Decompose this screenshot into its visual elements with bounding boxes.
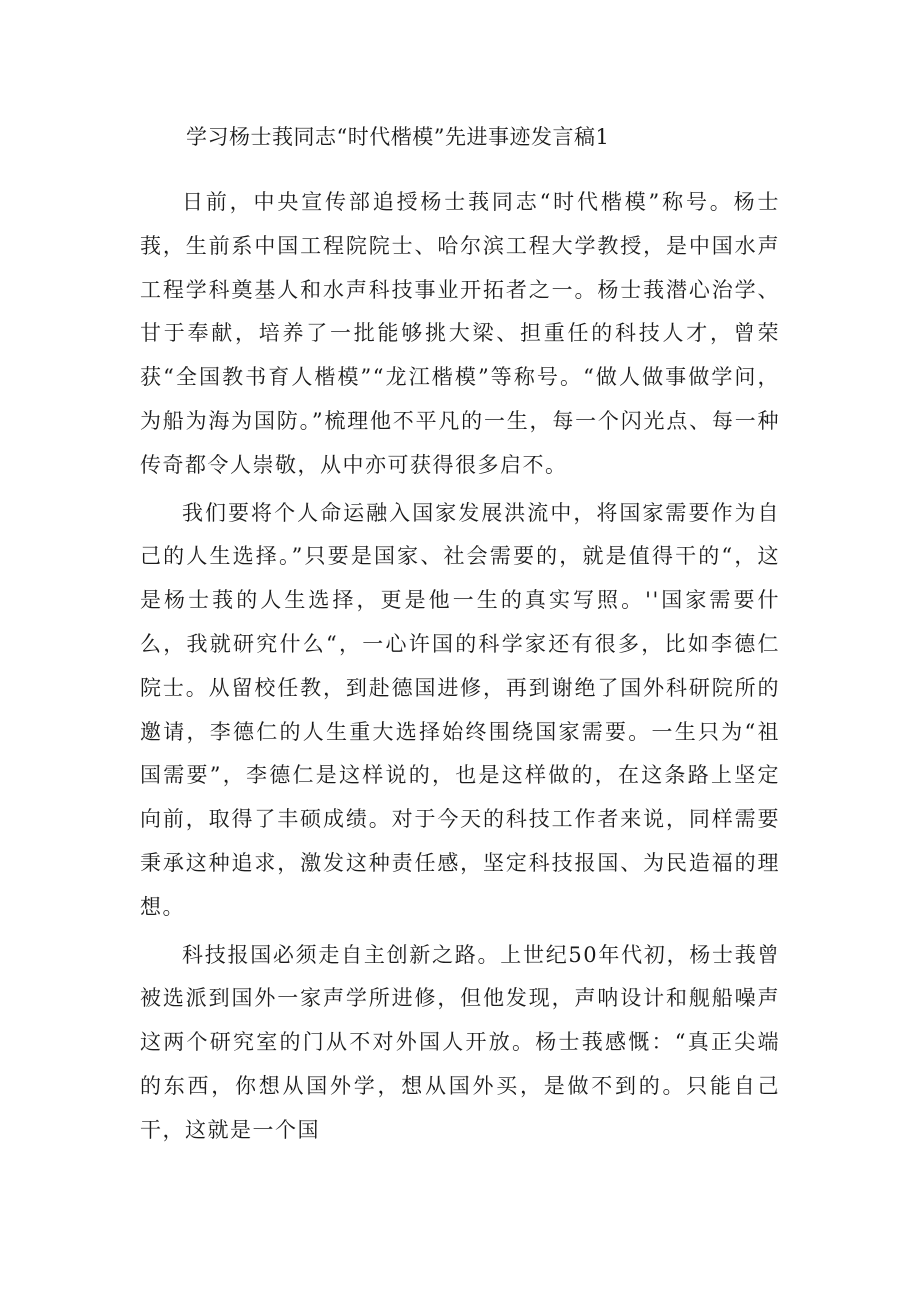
document-title: 学习杨士莪同志“时代楷模”先进事迹发言稿1 xyxy=(186,125,610,149)
paragraph-2: 我们要将个人命运融入国家发展洪流中，将国家需要作为自己的人生选择。”只要是国家、社会需要的，就是值得干的“，这是杨士莪的人生选择，更是他一生的真实写照。''国家需要什么，我就研究什么“，一心许国的科学家还有很多，比如李德仁院士。从留校任教，到赴德国进修，再到谢绝了国外科研院所的邀请，李德仁的人生重大选择始终围绕国家需要。一生只为“祖国需要”，李德仁是这样说的，也是这样做的，在这条路上坚定向前，取得了丰硕成绩。对于今天的科技工作者来说，同样需要秉承这种追求，激发这种责任感，坚定科技报国、为民造福的理想。 xyxy=(140,500,780,919)
paragraph-3: 科技报国必须走自主创新之路。上世纪50年代初，杨士莪曾被选派到国外一家声学所进修，但他发现，声呐设计和舰船噪声这两个研究室的门从不对外国人开放。杨士莪感慨：“真正尖端的东西，你想从国外学，想从国外买，是做不到的。只能自己干，这就是一个国 xyxy=(140,942,780,1142)
document-body xyxy=(140,181,780,1157)
paragraph-1: 日前，中央宣传部追授杨士莪同志“时代楷模”称号。杨士莪，生前系中国工程院院士、哈尔滨工程大学教授，是中国水声工程学科奠基人和水声科技事业开拓者之一。杨士莪潜心治学、甘于奉献，培养了一批能够挑大梁、担重任的科技人才，曾荣获“全国教书育人楷模”“龙江楷模”等称号。“做人做事做学问，为船为海为国防。”梳理他不平凡的一生，每一个闪光点、每一种传奇都令人崇敬，从中亦可获得很多启不。 xyxy=(140,190,780,477)
